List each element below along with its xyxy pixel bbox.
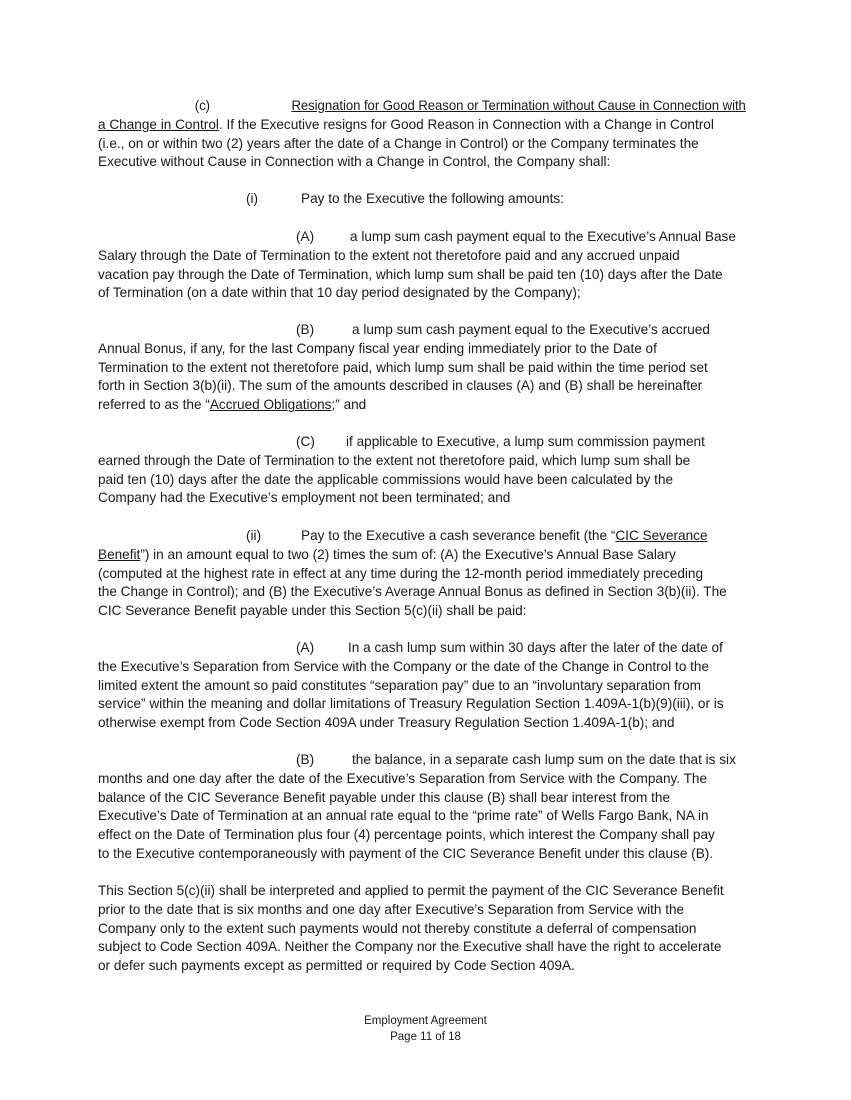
section-c-heading: Resignation for Good Reason or Termination without Cause in Connection with [291, 98, 746, 113]
item-i-c-line-4: Company had the Executive’s employment not been terminated; and [98, 490, 511, 506]
item-i-a-line-1 [98, 228, 746, 247]
item-ii-line-1 [98, 527, 746, 546]
accrued-obligations-term: Accrued Obligations [209, 397, 332, 413]
item-ii-a-paragraph [98, 639, 746, 733]
section-c-heading-cont: a Change in Control [98, 116, 219, 132]
item-i-paragraph [98, 190, 746, 209]
closing-line-3: Company only to the extent such payments would not thereby constitute a deferral of compensation [98, 920, 697, 936]
item-ii-line-4: the Change in Control); and (B) the Executive’s Average Annual Bonus as defined in Section 3(b)(ii). The [98, 584, 727, 600]
item-ii-a-line-2: the Executive’s Separation from Service with the Company or the date of the Change in Control to the [98, 658, 710, 674]
item-ii-paragraph [98, 527, 746, 621]
item-i-b-line-5-post: ;” and [331, 397, 367, 413]
item-i-a-line-4: of Termination (on a date within that 10 day period designated by the Company); [98, 285, 581, 301]
section-c-line-2 [98, 116, 746, 135]
item-ii-b-line-4: Executive’s Date of Termination at an annual rate equal to the “prime rate” of Wells Fargo Bank, NA in [98, 808, 709, 824]
item-ii-b-line-3: balance of the CIC Severance Benefit payable under this clause (B) shall bear interest from the [98, 789, 671, 805]
item-i-c-paragraph [98, 433, 746, 508]
item-ii-line-2 [98, 546, 746, 565]
item-ii-text: Pay to the Executive a cash severance benefit (the “ [301, 528, 616, 543]
item-i-a-line-3: vacation pay through the Date of Termination, which lump sum shall be paid ten (10) days after the Date [98, 266, 723, 282]
item-i-a-paragraph [98, 228, 746, 303]
item-i-b-line-2: Annual Bonus, if any, for the last Company fiscal year ending immediately prior to the Date of [98, 340, 657, 356]
item-i-label: (i) [246, 191, 259, 206]
section-c-line-3: (i.e., on or within two (2) years after the date of a Change in Control) or the Company terminates the [98, 135, 699, 151]
item-ii-a-label: (A) [296, 640, 315, 655]
page-footer [0, 1013, 851, 1045]
item-ii-a-line-4: service” within the meaning and dollar limitations of Treasury Regulation Section 1.409A-1(b)(9)(iii), or is [98, 696, 724, 712]
item-ii-a-text: In a cash lump sum within 30 days after the later of the date of [348, 640, 723, 655]
footer-page-number: Page 11 of 18 [390, 1031, 461, 1043]
item-i-b-line-5-pre: referred to as the “ [98, 397, 210, 413]
item-ii-b-line-2: months and one day after the date of the Executive’s Separation from Service with the Company. The [98, 770, 708, 786]
section-c-paragraph [98, 97, 746, 172]
item-i-line [98, 190, 746, 209]
item-i-c-line-3: paid ten (10) days after the date the applicable commissions would have been calculated by the [98, 471, 674, 487]
item-ii-line-3: (computed at the highest rate in effect at any time during the 12-month period immediately preceding [98, 565, 704, 581]
item-i-c-line-2: earned through the Date of Termination to the extent not theretofore paid, which lump sum shall be [98, 452, 691, 468]
item-i-b-text: a lump sum cash payment equal to the Executive’s accrued [352, 322, 710, 337]
closing-line-5: or defer such payments except as permitted or required by Code Section 409A. [98, 958, 575, 974]
item-i-b-line-5 [98, 396, 746, 415]
section-c-label: (c) [194, 98, 211, 113]
closing-line-2: prior to the date that is six months and one day after Executive’s Separation from Service with the [98, 901, 685, 917]
item-ii-b-paragraph [98, 751, 746, 864]
item-ii-b-line-1 [98, 751, 746, 770]
item-i-a-text: a lump sum cash payment equal to the Executive’s Annual Base [350, 229, 736, 244]
item-i-b-line-1 [98, 321, 746, 340]
item-ii-b-line-6: to the Executive contemporaneously with payment of the CIC Severance Benefit under this clause (B). [98, 845, 714, 861]
cic-severance-term-cont: Benefit [98, 546, 141, 562]
item-i-c-text: if applicable to Executive, a lump sum commission payment [346, 434, 705, 449]
item-i-a-label: (A) [296, 229, 315, 244]
item-i-a-line-2: Salary through the Date of Termination to the extent not theretofore paid and any accrued unpaid [98, 247, 680, 263]
item-ii-b-label: (B) [296, 752, 315, 767]
item-ii-b-text: the balance, in a separate cash lump sum on the date that is six [352, 752, 736, 767]
closing-line-4: subject to Code Section 409A. Neither the Company nor the Executive shall have the right to accelerate [98, 939, 722, 955]
item-ii-a-line-5: otherwise exempt from Code Section 409A under Treasury Regulation Section 1.409A-1(b); and [98, 715, 675, 731]
cic-severance-term: CIC Severance [615, 528, 708, 543]
item-i-text: Pay to the Executive the following amounts: [301, 191, 564, 206]
item-i-c-line-1 [98, 433, 746, 452]
item-i-b-line-4: forth in Section 3(b)(ii). The sum of the amounts described in clauses (A) and (B) shall be hereinafter [98, 378, 703, 394]
item-i-b-label: (B) [296, 322, 315, 337]
section-c-line-4: Executive without Cause in Connection with a Change in Control, the Company shall: [98, 154, 611, 170]
closing-paragraph [98, 882, 746, 976]
section-c-text: . If the Executive resigns for Good Reason in Connection with a Change in Control [218, 116, 714, 132]
item-ii-b-line-5: effect on the Date of Termination plus four (4) percentage points, which interest the Company shall pay [98, 827, 715, 843]
footer-title: Employment Agreement [364, 1015, 487, 1027]
item-ii-a-line-1 [98, 639, 746, 658]
item-i-c-label: (C) [296, 434, 315, 449]
item-i-b-paragraph [98, 321, 746, 415]
item-ii-label: (ii) [246, 528, 262, 543]
section-c-line-1 [98, 97, 746, 116]
closing-line-1: This Section 5(c)(ii) shall be interpreted and applied to permit the payment of the CIC Severance Benefit [98, 883, 724, 898]
item-ii-line-5: CIC Severance Benefit payable under this Section 5(c)(ii) shall be paid: [98, 603, 527, 619]
item-ii-a-line-3: limited extent the amount so paid constitutes “separation pay” due to an “involuntary separation from [98, 677, 701, 693]
item-i-b-line-3: Termination to the extent not theretofore paid, which lump sum shall be paid within the time period set [98, 359, 708, 375]
item-ii-line-2-rest: ”) in an amount equal to two (2) times the sum of: (A) the Executive’s Annual Base Salary [140, 546, 676, 562]
